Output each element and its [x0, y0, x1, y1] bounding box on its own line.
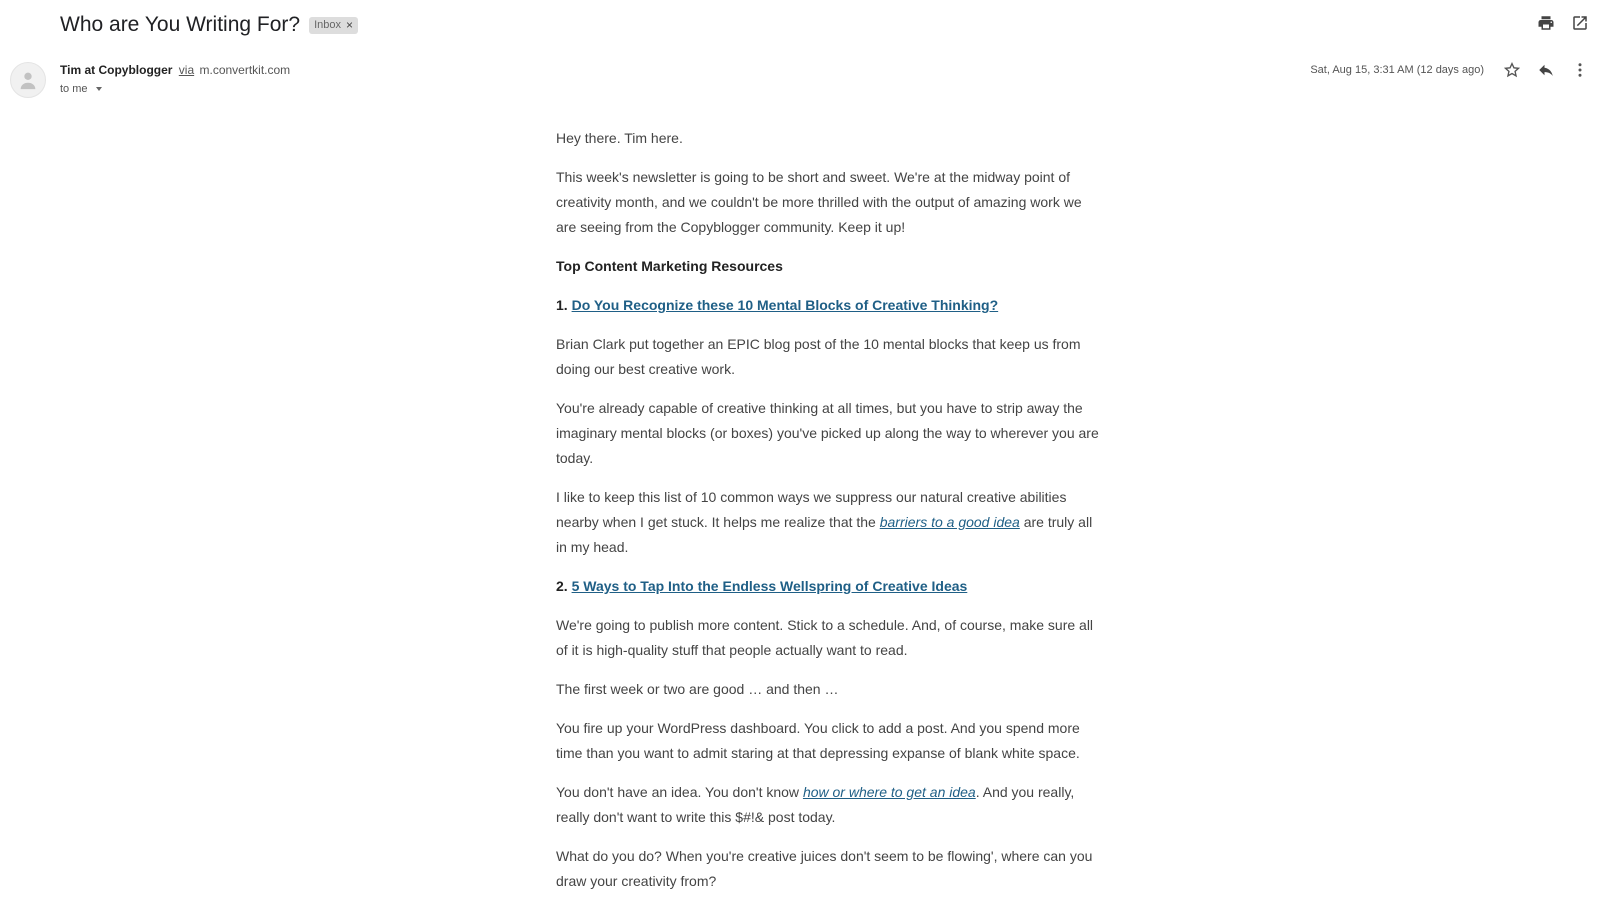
paragraph-text: are truly all in my head.	[556, 514, 1093, 555]
resource-item-1	[556, 293, 1101, 318]
body-paragraph: This week's newsletter is going to be short and sweet. We're at the midway point of creativity month, and we couldn't be more thrilled with the output of amazing work we are seeing from the Copyblogger community. Keep it up!	[556, 169, 1082, 235]
paragraph-text: I like to keep this list of 10 common ways we suppress our natural creative abilities nearby when I get stuck. It helps me realize that the	[556, 489, 1067, 530]
avatar-icon[interactable]	[10, 62, 46, 98]
body-paragraph	[556, 485, 1101, 560]
body-paragraph: You fire up your WordPress dashboard. You click to add a post. And you spend more time than you want to admit staring at that depressing expanse of blank white space.	[556, 720, 1080, 761]
inbox-label-chip[interactable]	[309, 17, 358, 34]
resource-item-2	[556, 574, 1101, 599]
print-icon[interactable]	[1536, 13, 1556, 33]
body-paragraph: What do you do? When you're creative juices don't seem to be flowing', where can you draw your creativity from?	[556, 848, 1093, 889]
via-link[interactable]: via	[178, 63, 195, 77]
resource-link-2[interactable]: 5 Ways to Tap Into the Endless Wellspring of Creative Ideas	[571, 578, 968, 594]
reply-icon[interactable]	[1536, 60, 1556, 80]
body-paragraph	[556, 780, 1101, 830]
barriers-link[interactable]: barriers to a good idea	[879, 514, 1020, 530]
message-date: Sat, Aug 15, 3:31 AM (12 days ago)	[1310, 64, 1484, 76]
more-vertical-icon[interactable]	[1570, 60, 1590, 80]
paragraph-text: . And you really, really don't want to write this $#!& post today.	[556, 784, 1075, 825]
remove-label-icon[interactable]: ×	[346, 18, 354, 32]
resource-link-1[interactable]: Do You Recognize these 10 Mental Blocks of Creative Thinking?	[571, 297, 999, 313]
body-paragraph: The first week or two are good … and then …	[556, 681, 839, 697]
top-actions	[1536, 13, 1590, 33]
sender-domain: m.convertkit.com	[199, 63, 291, 77]
message-meta	[1310, 60, 1590, 80]
get-an-idea-link[interactable]: how or where to get an idea	[802, 784, 976, 800]
recipient-details-dropdown-icon[interactable]	[96, 87, 102, 91]
item-number: 1.	[556, 297, 568, 313]
open-in-new-window-icon[interactable]	[1570, 13, 1590, 33]
sender-name[interactable]: Tim at Copyblogger	[60, 63, 173, 77]
paragraph-text: You don't have an idea. You don't know	[556, 784, 803, 800]
label-text: Inbox	[314, 19, 341, 31]
sender-line	[60, 63, 290, 77]
star-icon[interactable]	[1502, 60, 1522, 80]
subject-row	[60, 10, 358, 40]
recipient-text: to me	[60, 83, 88, 95]
body-paragraph: You're already capable of creative thinking at all times, but you have to strip away the imaginary mental blocks (or boxes) you've picked up along the way to wherever you are today.	[556, 400, 1099, 466]
body-paragraph: We're going to publish more content. Stick to a schedule. And, of course, make sure all of it is high-quality stuff that people actually want to read.	[556, 617, 1094, 658]
body-paragraph: Hey there. Tim here.	[556, 130, 683, 146]
section-heading: Top Content Marketing Resources	[556, 258, 783, 274]
email-body	[556, 126, 1101, 908]
body-paragraph: Brian Clark put together an EPIC blog post of the 10 mental blocks that keep us from doing our best creative work.	[556, 336, 1081, 377]
email-subject: Who are You Writing For?	[60, 13, 301, 36]
recipient-line	[60, 83, 290, 95]
sender-block	[60, 63, 290, 95]
item-number: 2.	[556, 578, 568, 594]
